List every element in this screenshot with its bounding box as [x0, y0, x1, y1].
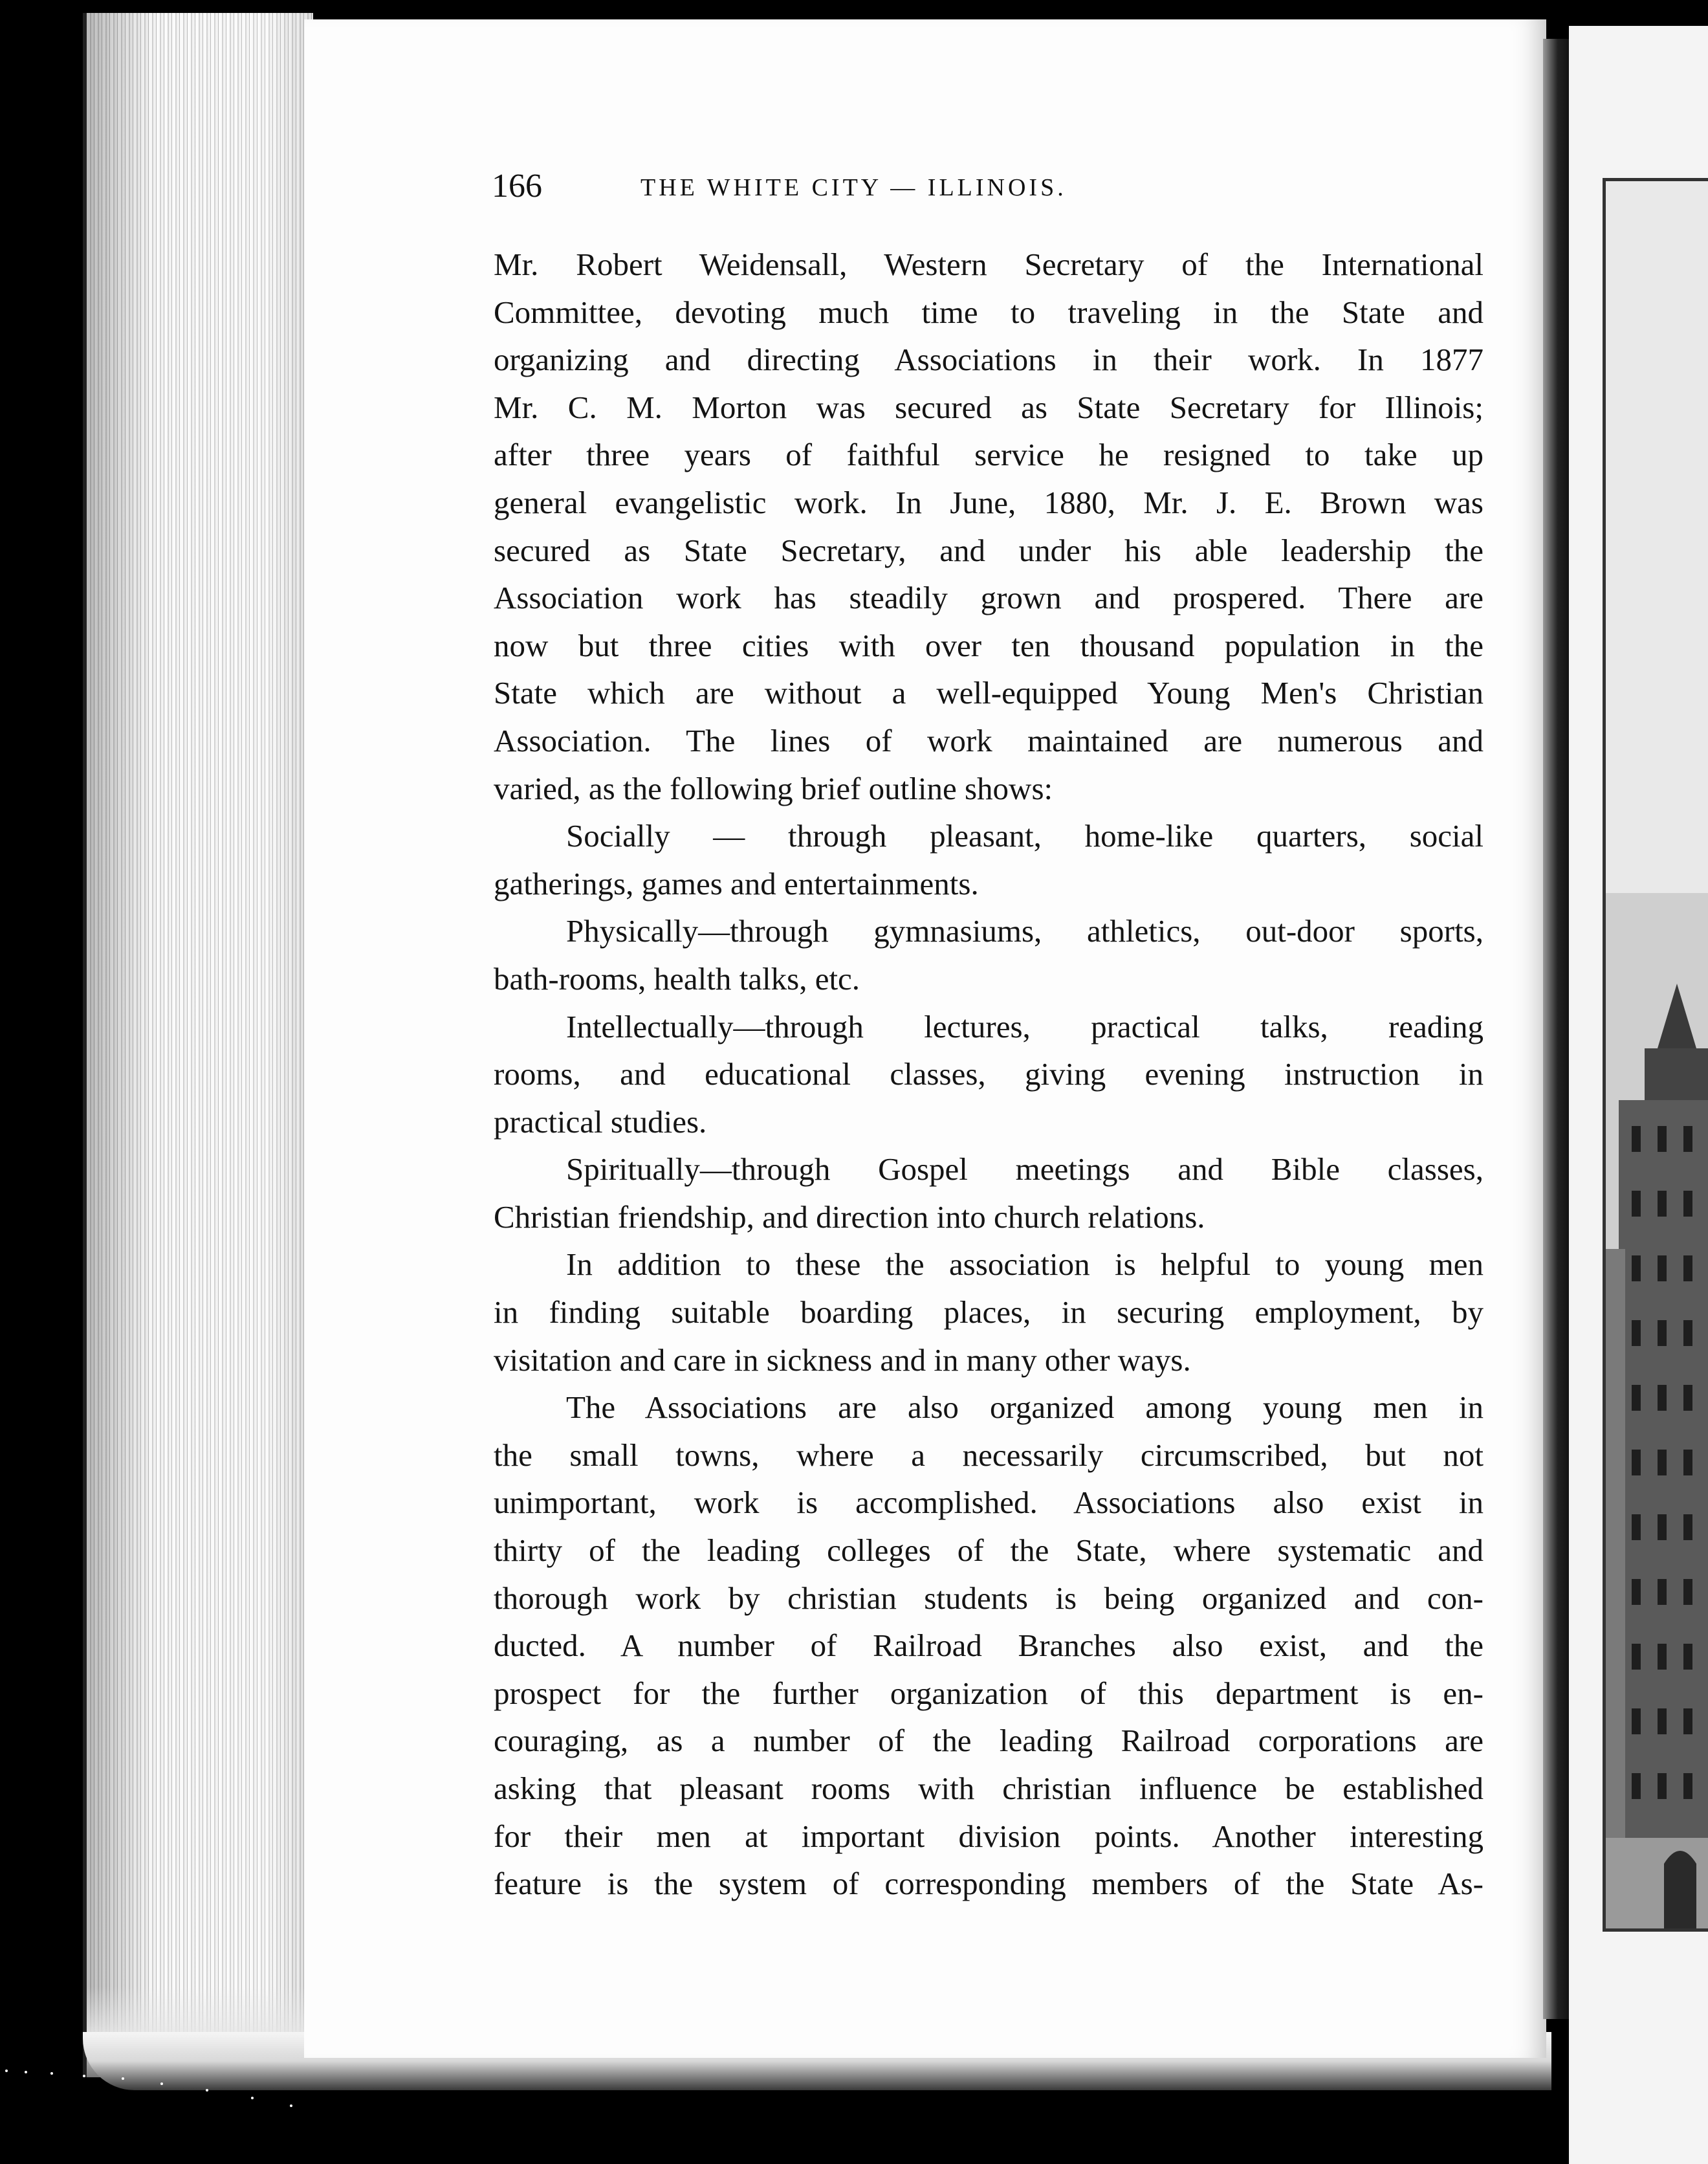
building-plate-icon — [1603, 178, 1708, 1932]
text-line: unimportant, work is accomplished. Associations also exist in — [494, 1485, 1484, 1521]
facing-page — [1569, 26, 1708, 2164]
body-text — [494, 241, 1484, 1908]
text-line: Socially — through pleasant, home-like quarters, social — [566, 818, 1484, 854]
running-head — [492, 167, 1236, 206]
text-line: State which are without a well-equipped Young Men's Christian — [494, 675, 1484, 711]
page-edges — [83, 13, 313, 2077]
text-line: Committee, devoting much time to traveling in the State and — [494, 294, 1484, 330]
text-line: Association. The lines of work maintained are numerous and — [494, 722, 1484, 758]
text-line: feature is the system of corresponding members of the State As- — [494, 1866, 1484, 1902]
text-line: Mr. Robert Weidensall, Western Secretary of the International — [494, 247, 1484, 282]
text-line: Physically—through gymnasiums, athletics, out-door sports, — [566, 913, 1484, 949]
text-line: gatherings, games and entertainments. — [494, 865, 979, 901]
text-line: the small towns, where a necessarily circumscribed, but not — [494, 1437, 1484, 1473]
text-line: now but three cities with over ten thousand population in the — [494, 627, 1484, 663]
text-line: Mr. C. M. Morton was secured as State Secretary for Illinois; — [494, 389, 1484, 425]
text-line: for their men at important division points. Another interesting — [494, 1818, 1484, 1854]
text-line: thirty of the leading colleges of the State, where systematic and — [494, 1532, 1484, 1569]
running-title: THE WHITE CITY — ILLINOIS. — [640, 174, 1067, 201]
text-line: organizing and directing Associations in their work. In 1877 — [494, 342, 1484, 378]
text-line: general evangelistic work. In June, 1880, Mr. J. E. Brown was — [494, 484, 1484, 520]
text-line: Spiritually—through Gospel meetings and Bible classes, — [566, 1151, 1484, 1187]
text-line: secured as State Secretary, and under his able leadership the — [494, 532, 1484, 568]
text-line: asking that pleasant rooms with christian influence be established — [494, 1771, 1484, 1806]
text-line: couraging, as a number of the leading Railroad corporations are — [494, 1723, 1484, 1759]
text-line: practical studies. — [494, 1103, 707, 1140]
book-gutter — [1543, 39, 1572, 2019]
building-illustration — [1606, 181, 1708, 1928]
text-line: Association work has steadily grown and prospered. There are — [494, 580, 1484, 616]
page-number: 166 — [492, 168, 542, 204]
text-line: ducted. A number of Railroad Branches also exist, and the — [494, 1628, 1484, 1664]
text-line: bath-rooms, health talks, etc. — [494, 960, 860, 997]
text-line: Christian friendship, and direction into church relations. — [494, 1198, 1205, 1235]
text-line: rooms, and educational classes, giving evening instruction in — [494, 1056, 1484, 1092]
text-line: varied, as the following brief outline shows: — [494, 770, 1053, 806]
text-line: visitation and care in sickness and in many other ways. — [494, 1341, 1191, 1378]
text-line: In addition to these the association is helpful to young men — [566, 1246, 1484, 1283]
text-line: after three years of faithful service he resigned to take up — [494, 437, 1484, 473]
scan-specks — [0, 2064, 362, 2129]
text-line: in finding suitable boarding places, in securing employment, by — [494, 1294, 1484, 1330]
text-line: prospect for the further organization of this department is en- — [494, 1675, 1484, 1711]
text-line: The Associations are also organized among young men in — [566, 1389, 1484, 1426]
text-line: Intellectually—through lectures, practical talks, reading — [566, 1008, 1484, 1044]
text-line: thorough work by christian students is being organized and con- — [494, 1580, 1484, 1616]
